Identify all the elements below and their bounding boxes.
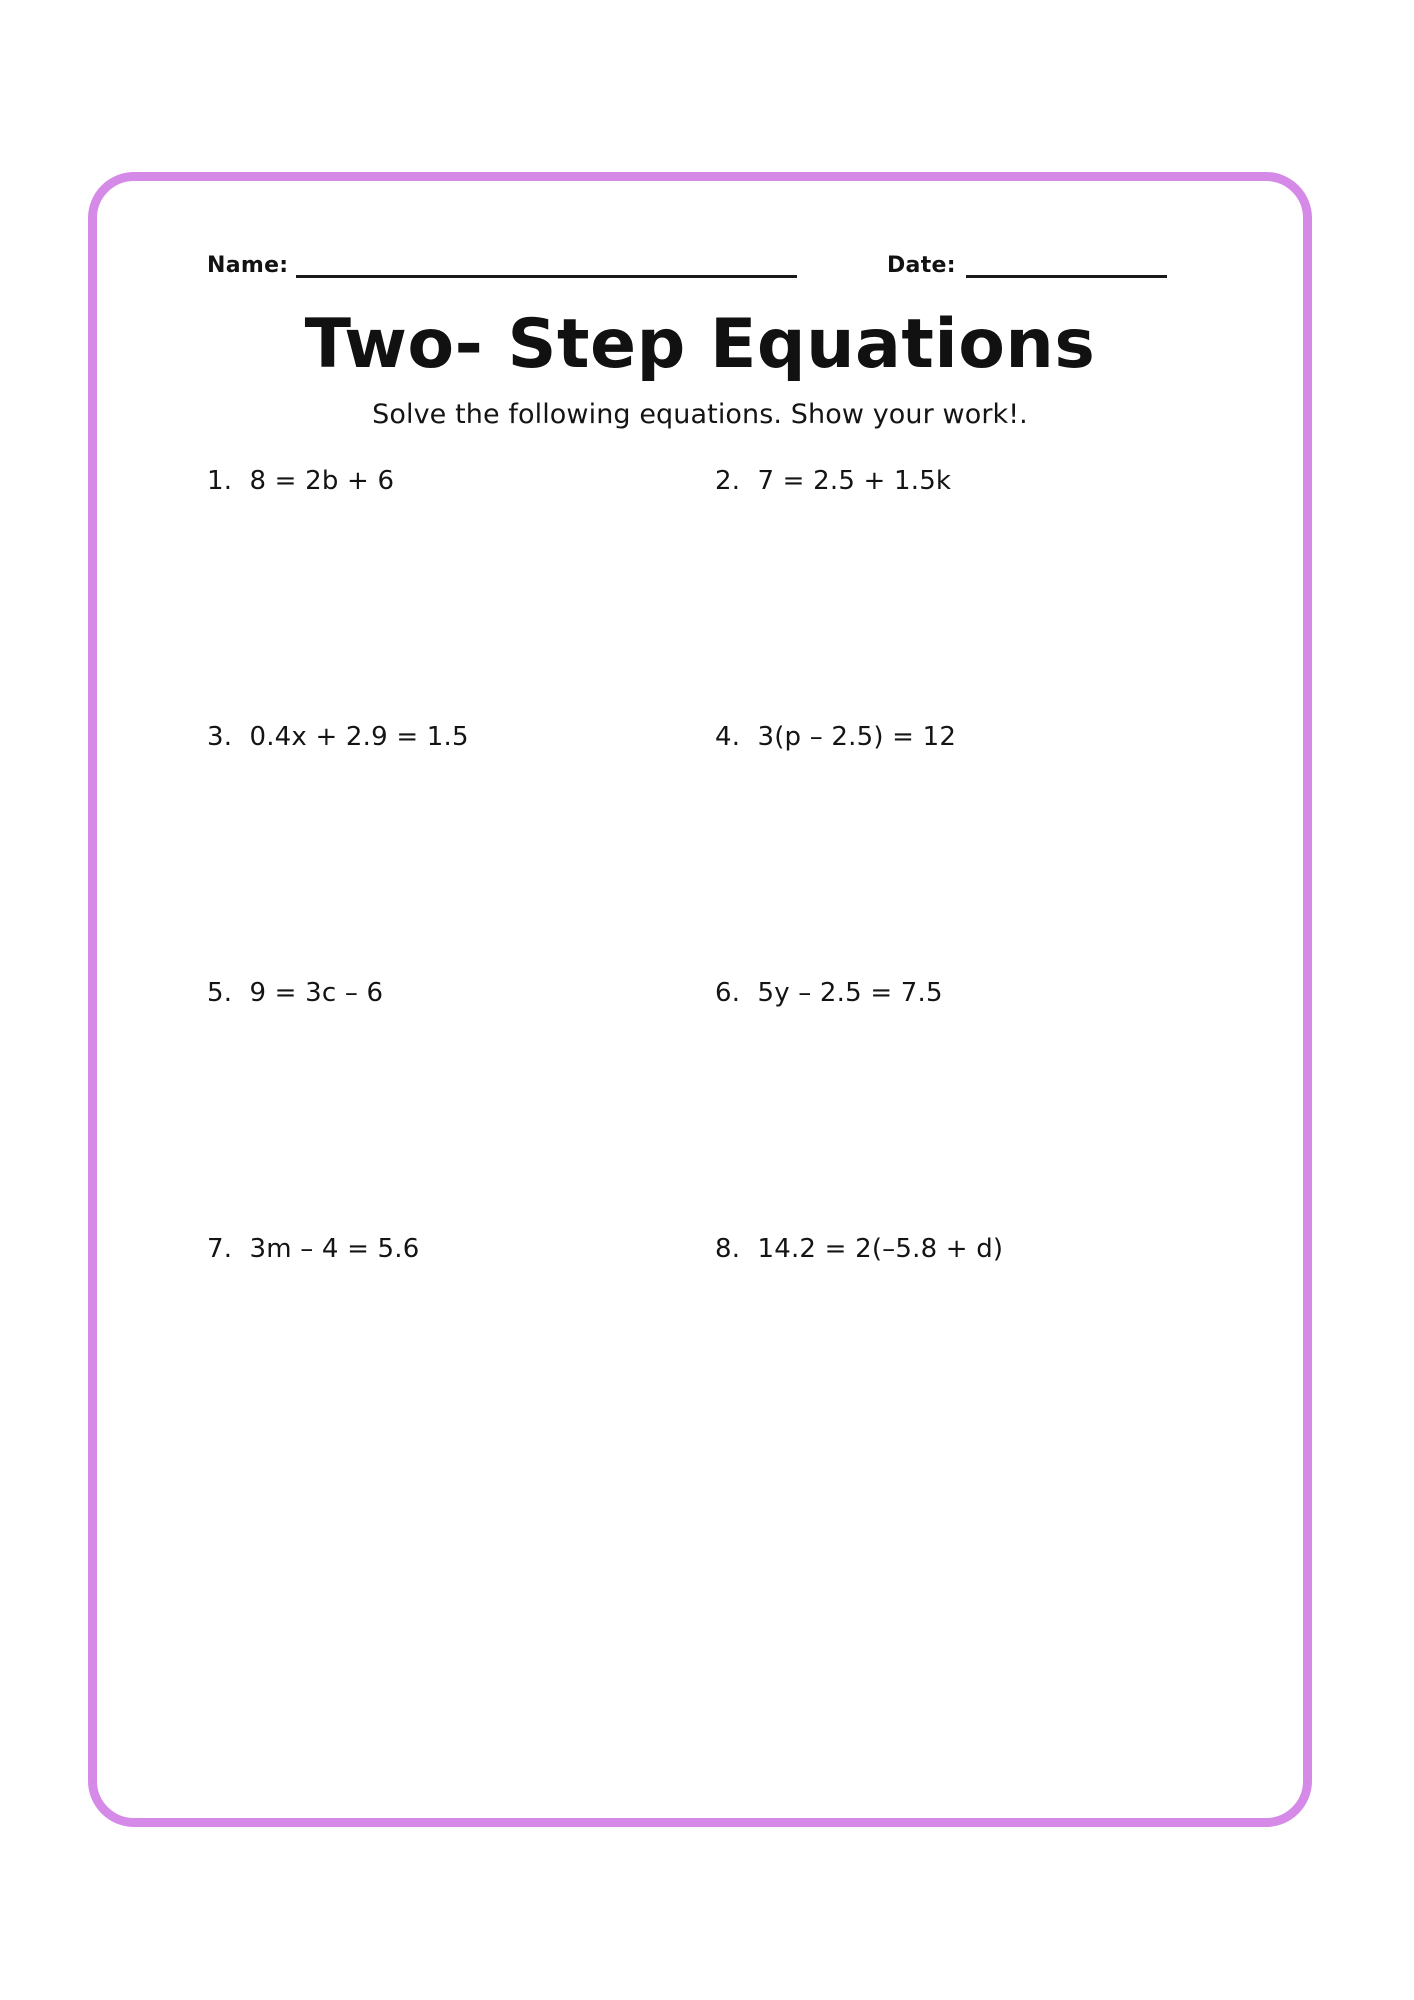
problem-equation: 3m – 4 = 5.6 [249,1234,420,1264]
student-info-row [207,253,1207,313]
problem-number: 7. [207,1234,233,1264]
problem-row [207,466,1207,722]
date-label: Date: [887,253,956,278]
problem-equation: 3(p – 2.5) = 12 [757,722,957,752]
problem-number: 1. [207,466,233,496]
problem-number: 3. [207,722,233,752]
problem-number: 6. [715,978,741,1008]
problem-number: 2. [715,466,741,496]
problem-number: 5. [207,978,233,1008]
problem-item [715,1234,1003,1264]
date-field[interactable] [887,253,1167,280]
problem-equation: 5y – 2.5 = 7.5 [757,978,943,1008]
problem-list [207,466,1207,1490]
problem-equation: 8 = 2b + 6 [249,466,395,496]
problem-row [207,1234,1207,1490]
problem-equation: 14.2 = 2(–5.8 + d) [757,1234,1004,1264]
problem-equation: 0.4x + 2.9 = 1.5 [249,722,469,752]
problem-equation: 7 = 2.5 + 1.5k [757,466,952,496]
problem-item [207,722,469,752]
problem-item [715,466,951,496]
problem-row [207,722,1207,978]
problem-number: 4. [715,722,741,752]
page-title: Two- Step Equations [304,305,1096,384]
name-input-line[interactable] [296,275,797,278]
worksheet-border-frame [88,172,1312,1827]
name-label: Name: [207,253,289,278]
name-field[interactable] [207,253,797,280]
page-instructions: Solve the following equations. Show your work!. [372,399,1028,430]
problem-item [715,722,956,752]
problem-item [207,1234,419,1264]
problem-equation: 9 = 3c – 6 [249,978,384,1008]
problem-item [207,978,383,1008]
problem-number: 8. [715,1234,741,1264]
problem-row [207,978,1207,1234]
problem-item [207,466,394,496]
date-input-line[interactable] [966,275,1167,278]
problem-item [715,978,943,1008]
